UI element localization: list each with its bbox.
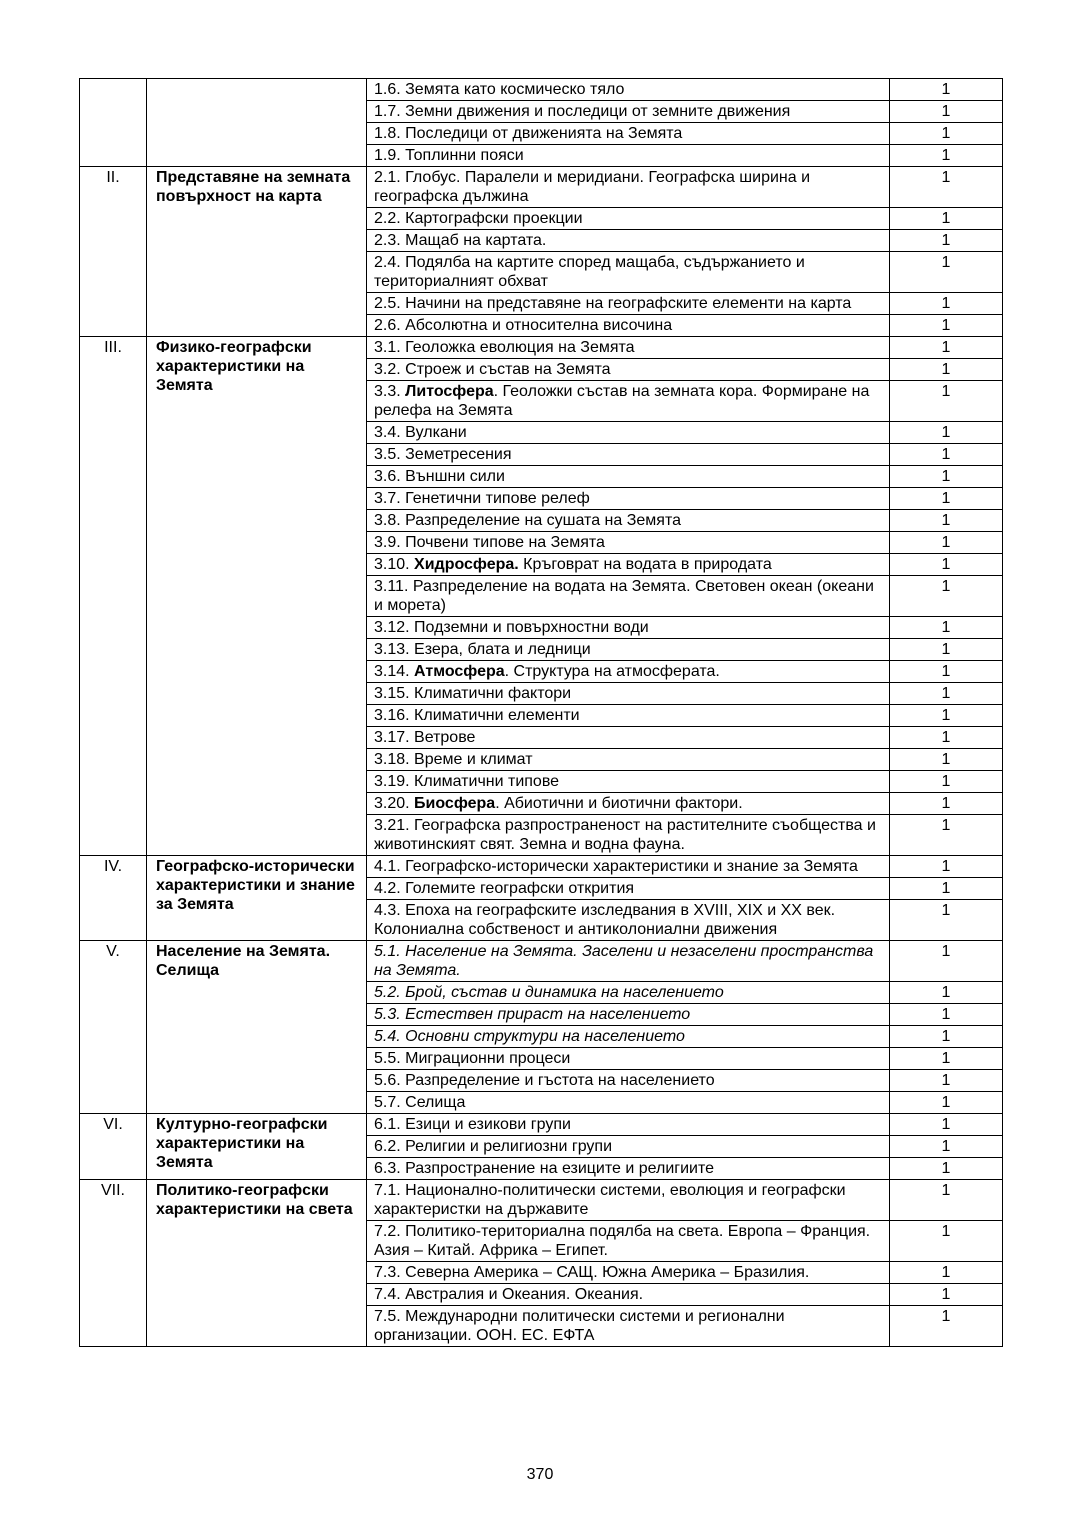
topic-text: 3.13. Езера, блата и ледници (374, 641, 591, 658)
topic-cell (367, 771, 890, 793)
topic-text: 3.3. (374, 383, 406, 400)
topic-cell (367, 1026, 890, 1048)
hours-cell: 1 (890, 293, 1003, 315)
hours-cell: 1 (890, 1221, 1003, 1262)
table-row (80, 79, 1003, 101)
topic-cell (367, 230, 890, 252)
hours-cell: 1 (890, 466, 1003, 488)
topic-cell (367, 1070, 890, 1092)
topic-text: 5.3. Естествен прираст на населението (374, 1006, 691, 1023)
topic-cell (367, 1221, 890, 1262)
hours-cell: 1 (890, 727, 1003, 749)
topic-cell (367, 1262, 890, 1284)
hours-cell: 1 (890, 639, 1003, 661)
topic-text-rest: . Геоложки състав на земната кора. Формиране на релефа на Земята (374, 383, 870, 419)
topic-cell (367, 359, 890, 381)
curriculum-table (79, 78, 1003, 1347)
topic-text: 4.2. Големите географски открития (374, 880, 635, 897)
topic-text: 5.2. Брой, състав и динамика на населението (374, 984, 724, 1001)
topic-cell (367, 639, 890, 661)
hours-cell: 1 (890, 532, 1003, 554)
hours-cell: 1 (890, 793, 1003, 815)
topic-text: 3.4. Вулкани (374, 424, 467, 441)
hours-cell: 1 (890, 900, 1003, 941)
topic-text: 7.4. Австралия и Океания. Океания. (374, 1286, 644, 1303)
topic-cell (367, 510, 890, 532)
hours-cell: 1 (890, 576, 1003, 617)
topic-cell (367, 617, 890, 639)
topic-cell (367, 444, 890, 466)
hours-cell: 1 (890, 1306, 1003, 1347)
topic-cell (367, 293, 890, 315)
hours-cell: 1 (890, 982, 1003, 1004)
hours-cell: 1 (890, 79, 1003, 101)
hours-cell: 1 (890, 123, 1003, 145)
section-title (147, 79, 367, 167)
topic-text: 3.9. Почвени типове на Земята (374, 534, 605, 551)
curriculum-table-body (80, 79, 1003, 1347)
topic-cell (367, 554, 890, 576)
topic-cell (367, 1136, 890, 1158)
topic-cell (367, 878, 890, 900)
topic-cell (367, 208, 890, 230)
topic-cell (367, 167, 890, 208)
table-row (80, 941, 1003, 982)
hours-cell: 1 (890, 230, 1003, 252)
topic-text: 3.10. (374, 556, 415, 573)
hours-cell: 1 (890, 337, 1003, 359)
topic-text: 5.1. Население на Земята. Заселени и незаселени пространства на Земята. (374, 943, 874, 979)
hours-cell: 1 (890, 1114, 1003, 1136)
table-row (80, 1114, 1003, 1136)
topic-text: 3.20. (374, 795, 415, 812)
section-number (80, 79, 147, 167)
topic-text: 4.1. Географско-исторически характеристики и знание за Земята (374, 858, 858, 875)
hours-cell: 1 (890, 444, 1003, 466)
topic-cell (367, 661, 890, 683)
topic-cell (367, 123, 890, 145)
hours-cell: 1 (890, 1004, 1003, 1026)
hours-cell: 1 (890, 381, 1003, 422)
hours-cell: 1 (890, 510, 1003, 532)
hours-cell: 1 (890, 1048, 1003, 1070)
hours-cell: 1 (890, 1262, 1003, 1284)
topic-text: 3.14. (374, 663, 415, 680)
topic-cell (367, 941, 890, 982)
topic-text-rest: . Структура на атмосферата. (504, 663, 720, 680)
section-number: II. (80, 167, 147, 337)
topic-cell (367, 705, 890, 727)
hours-cell: 1 (890, 1092, 1003, 1114)
topic-text: 6.1. Езици и езикови групи (374, 1116, 571, 1133)
topic-cell (367, 683, 890, 705)
hours-cell: 1 (890, 617, 1003, 639)
hours-cell: 1 (890, 101, 1003, 123)
topic-text: 3.6. Външни сили (374, 468, 505, 485)
topic-cell (367, 856, 890, 878)
topic-cell (367, 532, 890, 554)
hours-cell: 1 (890, 422, 1003, 444)
topic-cell (367, 101, 890, 123)
topic-text: 3.15. Климатични фактори (374, 685, 572, 702)
topic-text: 5.5. Миграционни процеси (374, 1050, 571, 1067)
section-title: Политико-географски характеристики на света (147, 1180, 367, 1347)
section-title: Географско-исторически характеристики и знание за Земята (147, 856, 367, 941)
topic-cell (367, 252, 890, 293)
hours-cell: 1 (890, 771, 1003, 793)
hours-cell: 1 (890, 252, 1003, 293)
topic-cell (367, 1004, 890, 1026)
topic-cell (367, 982, 890, 1004)
topic-cell (367, 1306, 890, 1347)
topic-text: 1.9. Топлинни пояси (374, 147, 524, 164)
hours-cell: 1 (890, 554, 1003, 576)
hours-cell: 1 (890, 315, 1003, 337)
topic-text: 3.16. Климатични елементи (374, 707, 580, 724)
topic-cell (367, 793, 890, 815)
topic-text: 1.8. Последици от движенията на Земята (374, 125, 683, 142)
topic-cell (367, 79, 890, 101)
section-number: VI. (80, 1114, 147, 1180)
table-row (80, 167, 1003, 208)
section-number: IV. (80, 856, 147, 941)
topic-text: 4.3. Епоха на географските изследвания в XVIII, XIX и XX век. Колониална собственост и антиколониални движения (374, 902, 836, 938)
topic-text: 3.8. Разпределение на сушата на Земята (374, 512, 681, 529)
topic-text: 1.7. Земни движения и последици от земните движения (374, 103, 791, 120)
topic-cell (367, 1114, 890, 1136)
section-number: VII. (80, 1180, 147, 1347)
section-number: III. (80, 337, 147, 856)
section-title: Население на Земята. Селища (147, 941, 367, 1114)
topic-text-rest: . Абиотични и биотични фактори. (495, 795, 743, 812)
topic-text: 3.19. Климатични типове (374, 773, 560, 790)
topic-text: 6.2. Религии и религиозни групи (374, 1138, 613, 1155)
hours-cell: 1 (890, 167, 1003, 208)
topic-text: 6.3. Разпространение на езиците и религиите (374, 1160, 715, 1177)
table-row (80, 1180, 1003, 1221)
topic-keyword: Литосфера (405, 383, 494, 400)
topic-keyword: Биосфера (414, 795, 496, 812)
hours-cell: 1 (890, 683, 1003, 705)
topic-text: 2.2. Картографски проекции (374, 210, 583, 227)
topic-cell (367, 1284, 890, 1306)
section-title: Представяне на земната повърхност на карта (147, 167, 367, 337)
section-number: V. (80, 941, 147, 1114)
topic-cell (367, 466, 890, 488)
topic-text-rest: Кръговрат на водата в природата (518, 556, 772, 573)
topic-text: 2.5. Начини на представяне на географските елементи на карта (374, 295, 852, 312)
topic-text: 7.2. Политико-териториална подялба на света. Европа – Франция. Азия – Китай. Африка – Египет. (374, 1223, 871, 1259)
hours-cell: 1 (890, 488, 1003, 510)
hours-cell: 1 (890, 145, 1003, 167)
section-title: Културно-географски характеристики на Земята (147, 1114, 367, 1180)
topic-cell (367, 749, 890, 771)
hours-cell: 1 (890, 1026, 1003, 1048)
topic-cell (367, 576, 890, 617)
page-number: 370 (526, 1466, 554, 1483)
hours-cell: 1 (890, 1284, 1003, 1306)
topic-text: 5.7. Селища (374, 1094, 466, 1111)
table-row (80, 856, 1003, 878)
topic-text: 7.1. Национално-политически системи, еволюция и географски характеристки на държавите (374, 1182, 846, 1218)
topic-text: 3.12. Подземни и повърхностни води (374, 619, 649, 636)
topic-text: 2.4. Подялба на картите според мащаба, съдържанието и териториалният обхват (374, 254, 805, 290)
topic-text: 3.18. Време и климат (374, 751, 533, 768)
topic-cell (367, 1092, 890, 1114)
hours-cell: 1 (890, 208, 1003, 230)
hours-cell: 1 (890, 1070, 1003, 1092)
hours-cell: 1 (890, 941, 1003, 982)
topic-cell (367, 1158, 890, 1180)
topic-cell (367, 315, 890, 337)
topic-text: 5.4. Основни структури на населението (374, 1028, 685, 1045)
topic-cell (367, 1048, 890, 1070)
topic-cell (367, 488, 890, 510)
topic-cell (367, 900, 890, 941)
topic-text: 5.6. Разпределение и гъстота на населението (374, 1072, 715, 1089)
topic-text: 1.6. Земята като космическо тяло (374, 81, 625, 98)
hours-cell: 1 (890, 1158, 1003, 1180)
topic-text: 2.6. Абсолютна и относителна височина (374, 317, 673, 334)
hours-cell: 1 (890, 878, 1003, 900)
topic-text: 2.1. Глобус. Паралели и меридиани. Географска ширина и географска дължина (374, 169, 811, 205)
topic-cell (367, 422, 890, 444)
topic-text: 3.21. Географска разпространеност на растителните съобщества и животинският свят. Земна и водна фауна. (374, 817, 876, 853)
hours-cell: 1 (890, 359, 1003, 381)
table-row (80, 337, 1003, 359)
topic-cell (367, 1180, 890, 1221)
topic-text: 3.17. Ветрове (374, 729, 476, 746)
section-title: Физико-географски характеристики на Земята (147, 337, 367, 856)
topic-text: 3.11. Разпределение на водата на Земята. Световен океан (океани и морета) (374, 578, 874, 614)
topic-keyword: Атмосфера (414, 663, 505, 680)
topic-text: 3.1. Геоложка еволюция на Земята (374, 339, 635, 356)
topic-cell (367, 381, 890, 422)
topic-keyword: Хидросфера. (414, 556, 519, 573)
topic-cell (367, 815, 890, 856)
hours-cell: 1 (890, 661, 1003, 683)
hours-cell: 1 (890, 856, 1003, 878)
topic-text: 7.3. Северна Америка – САЩ. Южна Америка – Бразилия. (374, 1264, 810, 1281)
topic-cell (367, 337, 890, 359)
topic-text: 3.2. Строеж и състав на Земята (374, 361, 611, 378)
hours-cell: 1 (890, 1136, 1003, 1158)
topic-text: 3.5. Земетресения (374, 446, 512, 463)
topic-text: 2.3. Мащаб на картата. (374, 232, 547, 249)
hours-cell: 1 (890, 749, 1003, 771)
topic-cell (367, 727, 890, 749)
topic-text: 3.7. Генетични типове релеф (374, 490, 590, 507)
hours-cell: 1 (890, 705, 1003, 727)
hours-cell: 1 (890, 1180, 1003, 1221)
hours-cell: 1 (890, 815, 1003, 856)
topic-cell (367, 145, 890, 167)
topic-text: 7.5. Международни политически системи и регионални организации. ООН. ЕС. ЕФТА (374, 1308, 785, 1344)
